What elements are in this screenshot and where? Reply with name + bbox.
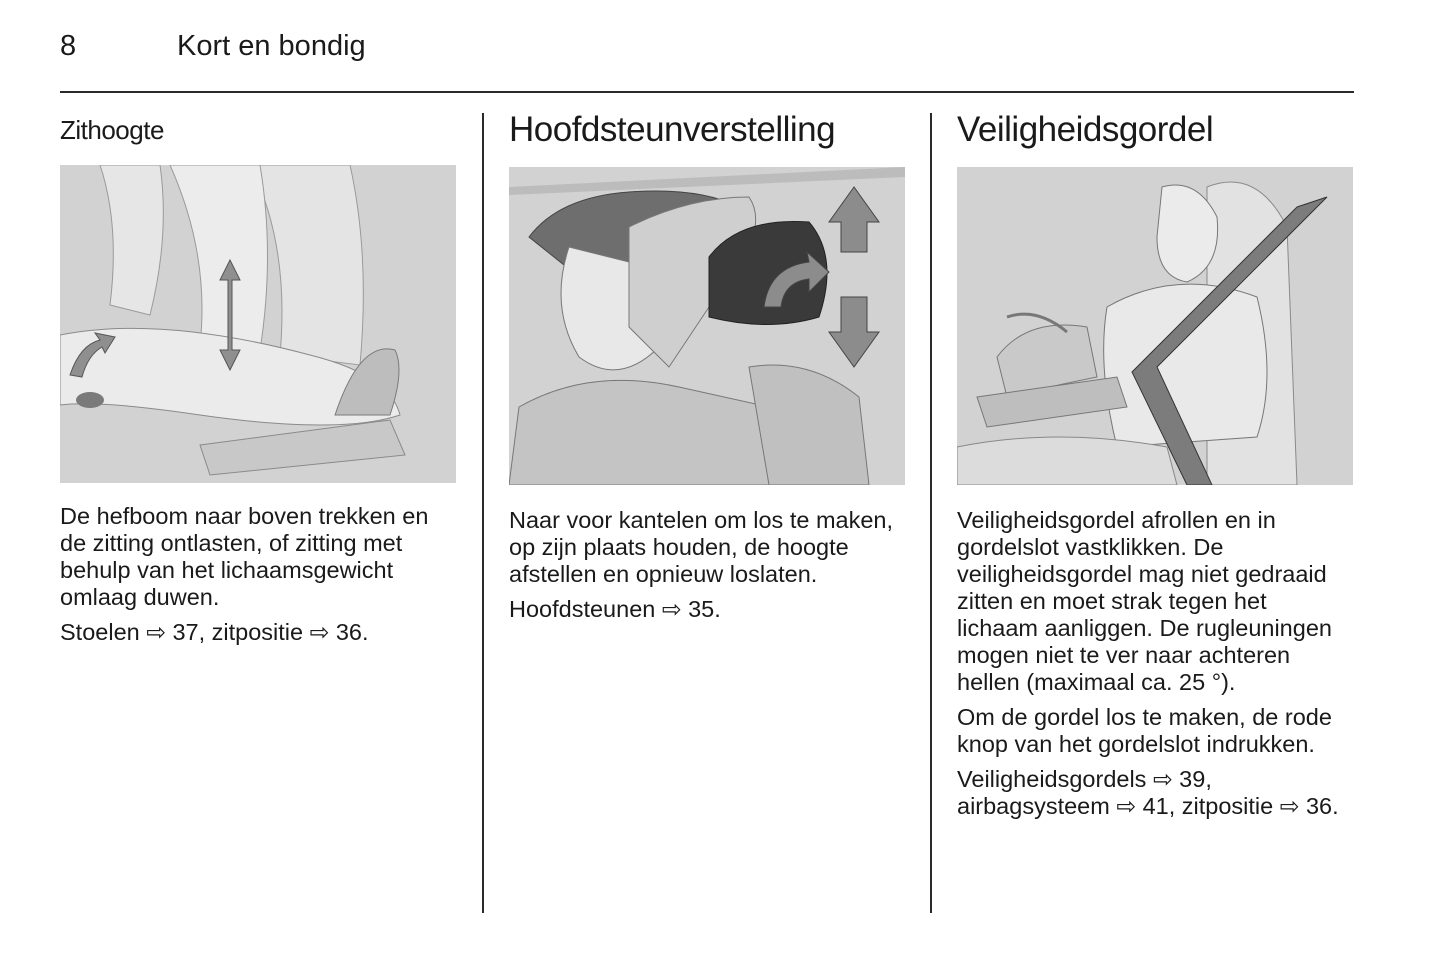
section-body: Om de gordel los te maken, de rode knop van het gordelslot indrukken. [957, 704, 1332, 757]
section-body: Veiligheidsgordel afrollen en in gordelslot vastklikken. De veiligheidsgordel mag niet gedraaid zitten en moet strak tegen het lichaam aanliggen. De rugleuningen mogen niet te ver naar achteren hellen (maximaal ca. 25 °). [957, 507, 1332, 695]
section-heading: Hoofdsteunverstelling [509, 110, 836, 149]
seat-belt-illustration [957, 167, 1353, 485]
header-divider [60, 91, 1354, 93]
page-number: 8 [60, 30, 77, 62]
headrest-illustration [509, 167, 905, 485]
column-divider-1 [482, 113, 484, 913]
section-heading: Veiligheidsgordel [957, 110, 1214, 149]
section-reference: Stoelen ⇨ 37, zitpositie ⇨ 36. [60, 619, 369, 645]
section-body: Naar voor kantelen om los te maken, op zijn plaats houden, de hoogte afstellen en opnieuw loslaten. [509, 507, 894, 587]
seat-height-illustration [60, 165, 456, 483]
section-body: De hefboom naar boven trekken en de zitting ontlasten, of zitting met behulp van het lichaamsgewicht omlaag duwen. [60, 503, 429, 610]
section-headrest [509, 110, 906, 631]
column-divider-2 [930, 113, 932, 913]
section-seat-belt [957, 110, 1354, 828]
section-reference: Veiligheidsgordels ⇨ 39, airbagsysteem ⇨ 41, zitpositie ⇨ 36. [957, 766, 1339, 819]
page-title: Kort en bondig [177, 30, 366, 62]
section-seat-height [60, 110, 457, 654]
section-heading: Zithoogte [60, 115, 164, 145]
section-reference: Hoofdsteunen ⇨ 35. [509, 596, 721, 622]
